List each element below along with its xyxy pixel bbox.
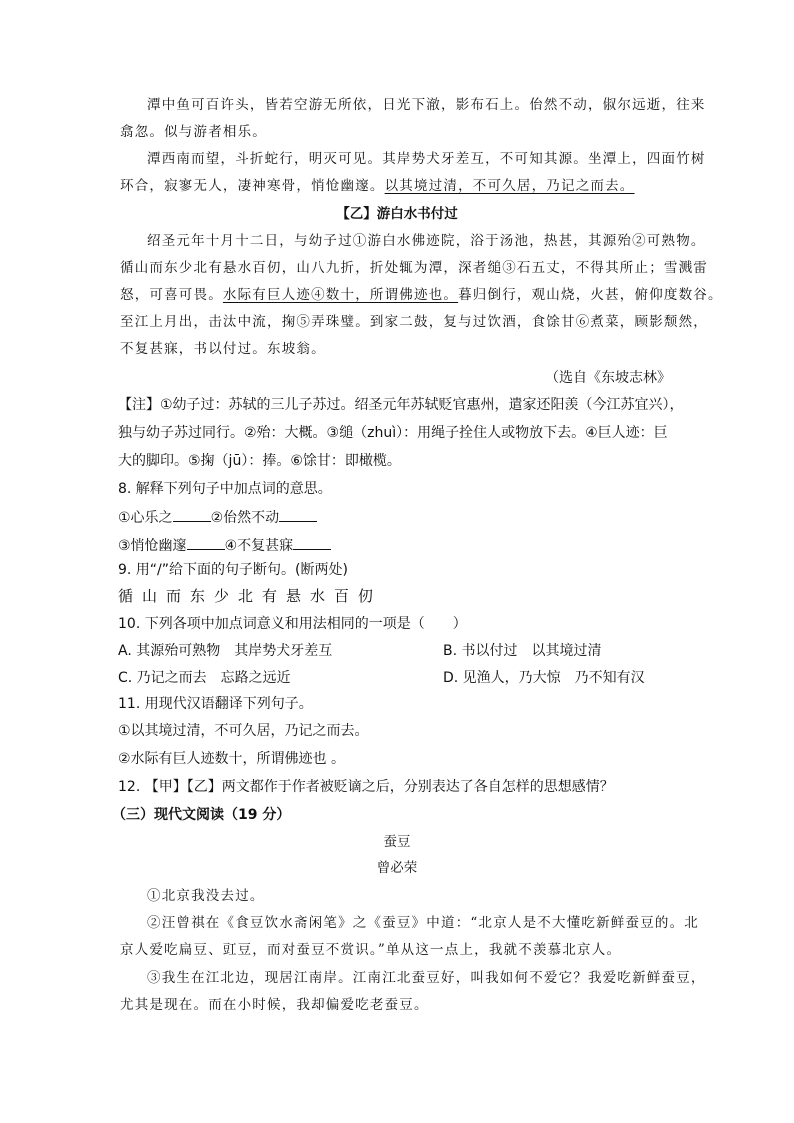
yi-line-3: [120, 285, 723, 305]
yi-source: （选自《东坡志林》: [545, 370, 671, 386]
notes-line-3: 大的脚印。⑤掬（jū）：捧。⑥馀甘：即橄榄。: [118, 453, 401, 469]
yi-line-5: 不复甚寐，书以付过。东坡翁。: [120, 341, 326, 357]
yi-line-2: 循山而东少北有悬水百仞，山八九折，折处辄为潭，深者缒③石五丈，不得其所止；雪溅雷: [120, 260, 708, 276]
question-10-option-d: D. 见渔人，乃大惊 乃不知有汉: [443, 670, 645, 686]
question-8-item-4: ④不复甚寐: [224, 538, 294, 554]
question-8-row-1: [118, 507, 317, 528]
jia-text: 环合，寂寥无人，凄神寒骨，悄怆幽邃。: [120, 178, 385, 194]
notes-line-2: 独与幼子苏过同行。②殆：大概。③缒（zhuì）：用绳子拴住人或物放下去。④巨人迹：巨: [118, 425, 668, 441]
question-11: 11. 用现代汉语翻译下列句子。: [118, 696, 313, 712]
article-paragraph-1: ①北京我没去过。: [147, 888, 265, 904]
yi-text: 怒，可喜可畏。: [120, 287, 223, 303]
question-12: 12. 【甲】【乙】两文都作于作者被贬谪之后，分别表达了各自怎样的思想感情？: [118, 779, 614, 795]
question-11-item-1: ①以其境过清，不可久居，乃记之而去。: [118, 723, 369, 739]
notes-line-1: 【注】①幼子过：苏轼的三儿子苏过。绍圣元年苏轼贬官惠州，遣家还阳羡（今江苏宜兴），: [118, 397, 684, 413]
jia-paragraph-1-line-1: 潭中鱼可百许头，皆若空游无所依，日光下澈，影布石上。佁然不动，俶尔远逝，往来: [147, 97, 706, 113]
answer-blank[interactable]: [187, 535, 225, 550]
article-paragraph-3-line-1: ③我生在江北边，现居江南岸。江南江北蚕豆好，叫我如何不爱它？我爱吃新鲜蚕豆，: [147, 970, 706, 986]
question-9: 9. 用“/”给下面的句子断句。(断两处): [118, 562, 348, 578]
answer-blank[interactable]: [293, 535, 331, 550]
question-8: 8. 解释下列句子中加点词的意思。: [118, 481, 332, 497]
question-10-option-c: C. 乃记之而去 忘路之远近: [118, 670, 291, 686]
section-3-heading: （三）现代文阅读（19 分）: [112, 807, 291, 823]
answer-blank[interactable]: [279, 507, 317, 522]
jia-paragraph-2-line-1: 潭西南而望，斗折蛇行，明灭可见。其岸势犬牙差互，不可知其源。坐潭上，四面竹树: [147, 151, 706, 167]
yi-text: 暮归倒行，观山烧，火甚，俯仰度数谷。: [458, 287, 723, 303]
question-8-item-3: ③悄怆幽邃: [118, 538, 187, 554]
article-paragraph-2-line-1: ②汪曾祺在《食豆饮水斋闲笔》之《蚕豆》中道：“北京人是不大懂吃新鲜蚕豆的。北: [147, 915, 700, 931]
jia-paragraph-1-line-2: 翕忽。似与游者相乐。: [120, 124, 267, 140]
question-8-item-2: ②佁然不动: [210, 510, 280, 526]
answer-blank[interactable]: [173, 507, 211, 522]
jia-underlined-sentence: 以其境过清，不可久居，乃记之而去。: [384, 178, 635, 194]
question-8-row-2: [118, 535, 331, 556]
yi-underlined-sentence: 水际有巨人迹④数十，所谓佛迹也。: [222, 287, 459, 303]
yi-line-1: 绍圣元年十月十二日，与幼子过①游白水佛迹院，浴于汤池，热甚，其源殆②可熟物。: [147, 233, 706, 249]
jia-paragraph-2-line-2: [120, 176, 635, 196]
question-9-sentence: 循山而东少北有悬水百仞: [118, 587, 383, 605]
article-paragraph-2-line-2: 京人爱吃扁豆、豇豆，而对蚕豆不赏识。”单从这一点上，我就不羡慕北京人。: [120, 942, 622, 958]
question-8-item-1: ①心乐之: [118, 510, 173, 526]
question-10-option-b: B. 书以付过 以其境过清: [443, 643, 602, 659]
yi-title: 【乙】游白水书付过: [336, 206, 458, 222]
article-author: 曾必荣: [376, 860, 418, 876]
article-paragraph-3-line-2: 尤其是现在。而在小时候，我却偏爱吃老蚕豆。: [120, 997, 429, 1013]
question-11-item-2: ②水际有巨人迹数十，所谓佛迹也 。: [118, 751, 346, 767]
question-10: 10. 下列各项中加点词意义和用法相同的一项是（ ）: [118, 616, 467, 632]
yi-line-4: 至江上月出，击汰中流，掬⑤弄珠璧。到家二鼓，复与过饮酒，食馀甘⑥煮菜，顾影颓然，: [120, 314, 708, 330]
question-10-option-a: A. 其源殆可熟物 其岸势犬牙差互: [118, 643, 333, 659]
article-title: 蚕豆: [383, 834, 411, 850]
